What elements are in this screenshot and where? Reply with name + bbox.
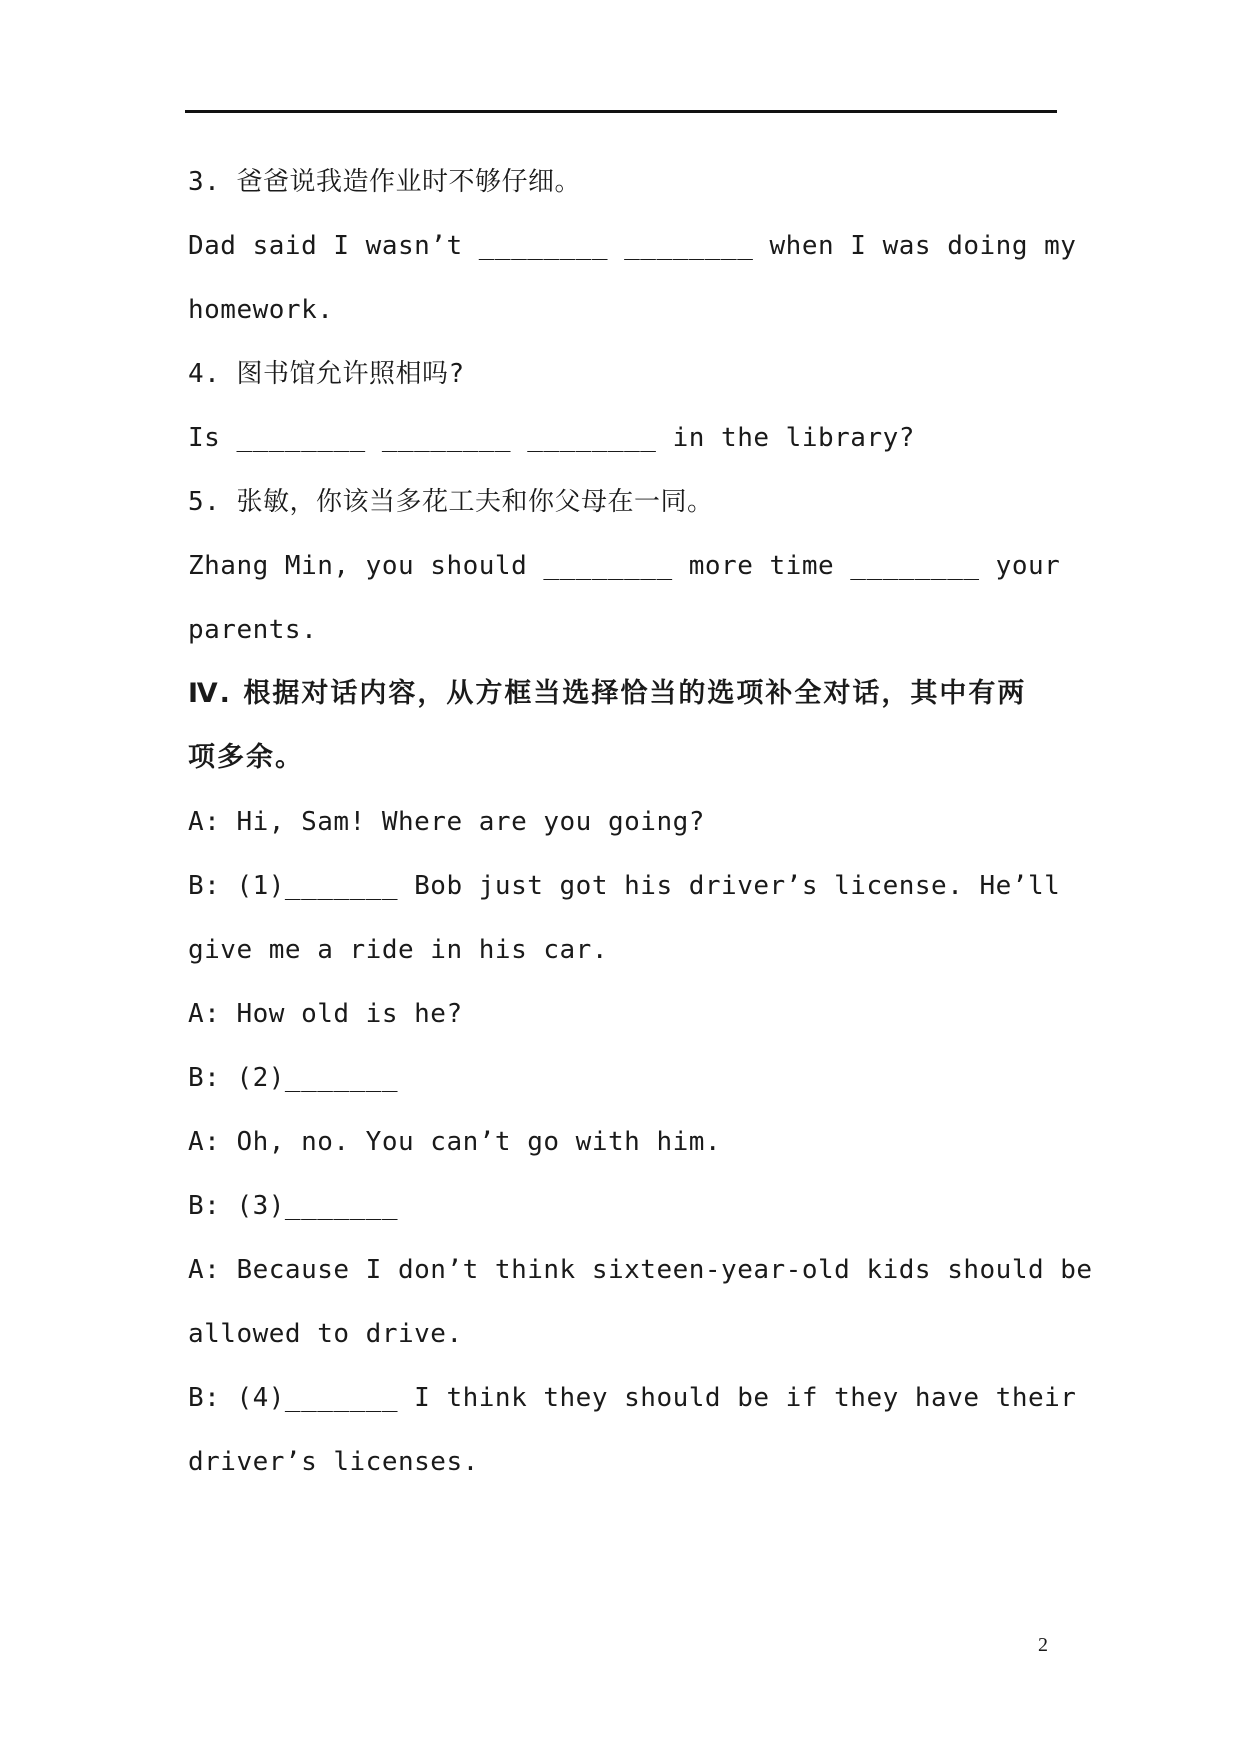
section-iv-heading-cont: 项多余。 bbox=[188, 742, 304, 773]
dialogue-line: B: (1)_______ Bob just got his driver’s license. He’ll bbox=[188, 871, 1061, 901]
question-5-english: Zhang Min, you should ________ more time ________ your bbox=[188, 551, 1061, 581]
dialogue-line: B: (2)_______ bbox=[188, 1063, 398, 1093]
dialogue-line: B: (3)_______ bbox=[188, 1191, 398, 1221]
dialogue-line: A: How old is he? bbox=[188, 999, 463, 1029]
question-3-english-cont: homework. bbox=[188, 295, 334, 325]
question-5-chinese: 5. 张敏，你该当多花工夫和你父母在一同。 bbox=[188, 487, 714, 517]
page-number: 2 bbox=[1038, 1634, 1048, 1656]
question-5-english-cont: parents. bbox=[188, 615, 318, 645]
question-3-english: Dad said I wasn’t ________ ________ when I was doing my bbox=[188, 231, 1077, 261]
dialogue-line: A: Hi, Sam! Where are you going? bbox=[188, 807, 705, 837]
dialogue-line: allowed to drive. bbox=[188, 1319, 463, 1349]
question-4-english: Is ________ ________ ________ in the library? bbox=[188, 423, 915, 453]
dialogue-line: driver’s licenses. bbox=[188, 1447, 479, 1477]
section-iv-heading: Ⅳ. 根据对话内容，从方框当选择恰当的选项补全对话，其中有两 bbox=[188, 678, 1027, 709]
dialogue-line: B: (4)_______ I think they should be if they have their bbox=[188, 1383, 1077, 1413]
header-rule bbox=[185, 110, 1057, 113]
dialogue-line: A: Because I don’t think sixteen-year-old kids should be bbox=[188, 1255, 1093, 1285]
question-4-chinese: 4. 图书馆允许照相吗? bbox=[188, 359, 465, 389]
dialogue-line: A: Oh, no. You can’t go with him. bbox=[188, 1127, 722, 1157]
dialogue-line: give me a ride in his car. bbox=[188, 935, 608, 965]
question-3-chinese: 3. 爸爸说我造作业时不够仔细。 bbox=[188, 167, 581, 197]
